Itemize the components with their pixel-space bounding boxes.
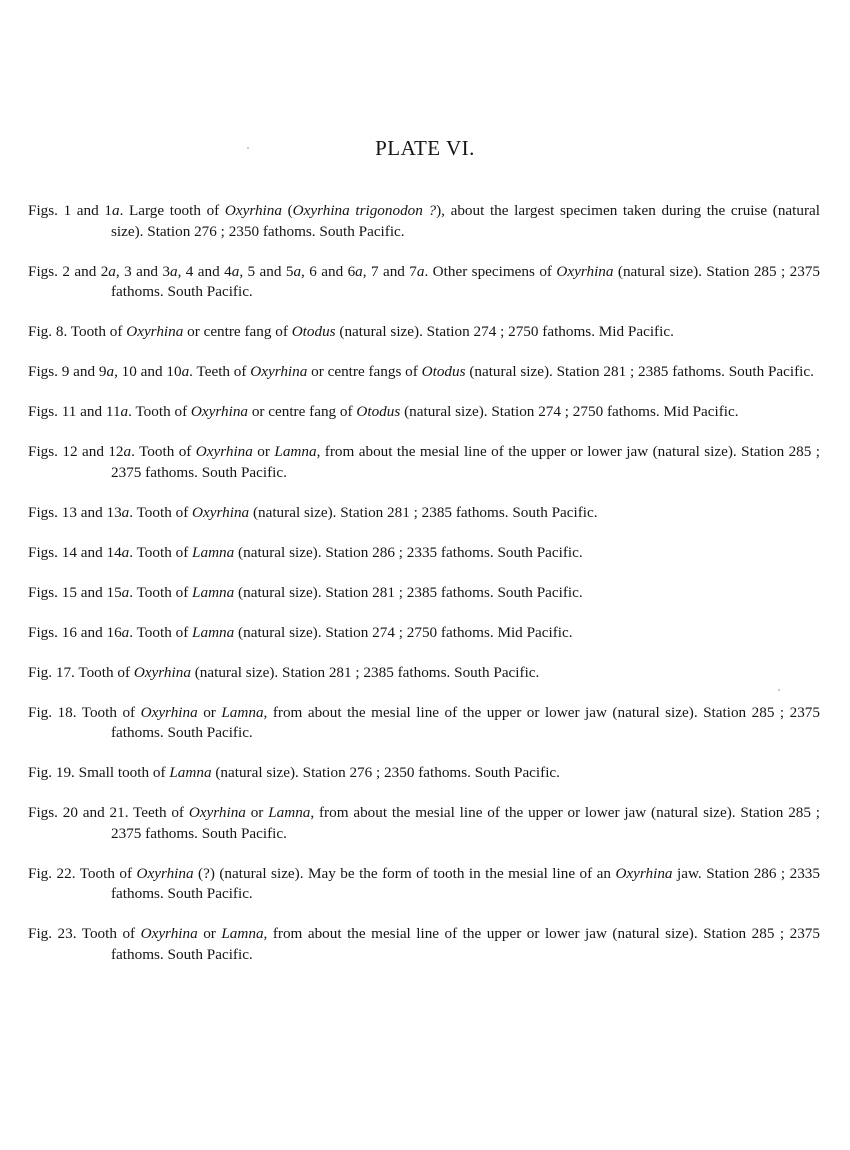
caption-text: (natural size). Station 285 ; 2375 fathoms. South Pacific. (111, 262, 820, 301)
italic-text: Oxyrhina (195, 443, 253, 461)
figure-captions (28, 186, 820, 985)
italic-text: Oxyrhina (556, 262, 614, 280)
caption-entry (28, 262, 820, 303)
caption-text: (natural size). Station 274 ; 2750 fathoms. Mid Pacific. (400, 403, 739, 421)
caption-text: ( (281, 202, 293, 220)
paper-speck (778, 689, 780, 691)
italic-text: a (231, 262, 240, 280)
italic-text: Lamna (268, 804, 311, 822)
italic-text: Otodus (291, 323, 336, 341)
italic-text: Oxyrhina (188, 804, 246, 822)
italic-text: Oxyrhina (224, 202, 282, 220)
italic-text: a (121, 583, 130, 601)
caption-text: or (245, 804, 269, 822)
caption-text: , from about the mesial line of the upper or lower jaw (natural size). Station 285 ; 2375 fathoms. South Pacific. (111, 804, 821, 842)
caption-text: . Tooth of (129, 503, 193, 521)
italic-text: a (121, 503, 130, 521)
caption-text: . Tooth of (129, 583, 193, 601)
italic-text: Lamna (221, 925, 264, 943)
italic-text: Lamna (192, 583, 235, 601)
caption-text: . Tooth of (129, 543, 193, 561)
caption-text: , 6 and 6 (301, 262, 356, 280)
caption-text: . Tooth of (128, 403, 191, 421)
italic-text: Lamna (192, 543, 235, 561)
caption-text: Figs. 16 and 16 (28, 623, 122, 641)
caption-text: , 3 and 3 (115, 262, 171, 280)
caption-entry (28, 442, 820, 483)
caption-text: Fig. 22. Tooth of (28, 864, 137, 882)
italic-text: a (111, 202, 120, 220)
caption-text: . Teeth of (189, 363, 251, 381)
caption-text: , from about the mesial line of the upper or lower jaw (natural size). Station 285 ; 2375 fathoms. South Pacific. (111, 703, 820, 742)
caption-text: , from about the mesial line of the upper or lower jaw (natural size). Station 285 ; 2375 fathoms. South Pacific. (111, 925, 820, 963)
italic-text: Oxyrhina (126, 323, 184, 341)
italic-text: Lamna (192, 623, 235, 641)
italic-text: Oxyrhina (136, 864, 194, 882)
caption-text: (?) (natural size). May be the form of tooth in the mesial line of an (193, 864, 616, 882)
caption-entry (28, 623, 820, 644)
caption-text: , 4 and 4 (177, 262, 232, 280)
caption-text: , 10 and 10 (114, 363, 182, 381)
caption-text: , 7 and 7 (362, 262, 417, 280)
caption-text: (natural size). Station 286 ; 2335 fathoms. South Pacific. (234, 543, 583, 561)
italic-text: a (170, 262, 178, 280)
italic-text: a (123, 443, 132, 461)
caption-entry (28, 362, 820, 383)
caption-text: Fig. 23. Tooth of (28, 925, 141, 943)
italic-text: a (120, 403, 129, 421)
caption-text: or centre fang of (248, 403, 357, 421)
caption-entry (28, 503, 820, 524)
caption-text: . Other specimens of (424, 262, 557, 280)
caption-text: (natural size). Station 281 ; 2385 fathoms. South Pacific. (249, 503, 598, 521)
caption-text: Figs. 14 and 14 (28, 543, 122, 561)
caption-entry (28, 864, 820, 905)
italic-text: a (416, 262, 425, 280)
caption-text: Figs. 11 and 11 (28, 403, 121, 421)
italic-text: a (181, 363, 190, 381)
caption-entry (28, 583, 820, 604)
caption-text: , from about the mesial line of the upper or lower jaw (natural size). Station 285 ; 2375 fathoms. South Pacific. (111, 443, 820, 481)
caption-entry (28, 703, 820, 744)
italic-text: Oxyrhina (140, 703, 198, 721)
italic-text: a (121, 623, 130, 641)
italic-text: Oxyrhina (250, 363, 308, 381)
paper-speck (247, 147, 249, 149)
italic-text: Lamna (169, 764, 212, 782)
caption-text: Fig. 8. Tooth of (28, 323, 127, 341)
caption-text: Fig. 19. Small tooth of (28, 764, 170, 782)
caption-text: , 5 and 5 (239, 262, 294, 280)
italic-text: a (108, 262, 116, 280)
caption-text: (natural size). Station 276 ; 2350 fathoms. South Pacific. (211, 764, 560, 782)
caption-text: or centre fang of (183, 323, 292, 341)
italic-text: Oxyrhina (192, 503, 250, 521)
italic-text: Oxyrhina (133, 663, 191, 681)
caption-entry (28, 663, 820, 684)
caption-entry (28, 322, 820, 343)
plate-title: PLATE VI. (375, 136, 475, 160)
italic-text: a (106, 363, 115, 381)
caption-text: Fig. 18. Tooth of (28, 703, 141, 721)
caption-entry (28, 402, 820, 423)
caption-text: (natural size). Station 281 ; 2385 fathoms. South Pacific. (465, 363, 814, 381)
italic-text: Oxyrhina (140, 925, 198, 943)
caption-text: Figs. 12 and 12 (28, 443, 124, 461)
caption-text: jaw. Station 286 ; 2335 fathoms. South Pacific. (111, 864, 820, 903)
italic-text: Lamna (221, 703, 264, 721)
italic-text: Oxyrhina (615, 864, 673, 882)
caption-entry (28, 543, 820, 564)
caption-text: ), about the largest specimen taken during the cruise (natural size). Station 276 ; 2350 fathoms. South Pacific. (111, 202, 821, 240)
caption-entry (28, 924, 820, 965)
italic-text: Otodus (421, 363, 466, 381)
caption-text: . Tooth of (131, 443, 196, 461)
caption-text: (natural size). Station 281 ; 2385 fathoms. South Pacific. (234, 583, 583, 601)
caption-text: (natural size). Station 281 ; 2385 fathoms. South Pacific. (190, 663, 540, 681)
caption-text: (natural size). Station 274 ; 2750 fathoms. Mid Pacific. (234, 623, 573, 641)
caption-text: (natural size). Station 274 ; 2750 fathoms. Mid Pacific. (335, 323, 674, 341)
caption-text: or (197, 925, 222, 943)
caption-text: Fig. 17. Tooth of (28, 663, 134, 681)
caption-entry (28, 763, 820, 784)
italic-text: a (121, 543, 130, 561)
caption-text: or (252, 443, 275, 461)
italic-text: a (355, 262, 363, 280)
caption-text: or (197, 703, 222, 721)
caption-text: . Tooth of (129, 623, 193, 641)
caption-text: . Large tooth of (119, 202, 225, 220)
italic-text: Oxyrhina trigonodon ? (292, 202, 437, 220)
caption-text: Figs. 20 and 21. Teeth of (28, 804, 189, 822)
caption-entry (28, 803, 820, 844)
italic-text: a (293, 262, 302, 280)
caption-text: Figs. 2 and 2 (28, 262, 109, 280)
italic-text: Otodus (356, 403, 401, 421)
caption-text: Figs. 9 and 9 (28, 363, 107, 381)
caption-text: Figs. 1 and 1 (28, 202, 112, 220)
caption-text: Figs. 13 and 13 (28, 503, 122, 521)
caption-text: Figs. 15 and 15 (28, 583, 122, 601)
caption-text: or centre fangs of (307, 363, 422, 381)
italic-text: Lamna (274, 443, 317, 461)
caption-entry (28, 201, 820, 242)
italic-text: Oxyrhina (190, 403, 249, 421)
